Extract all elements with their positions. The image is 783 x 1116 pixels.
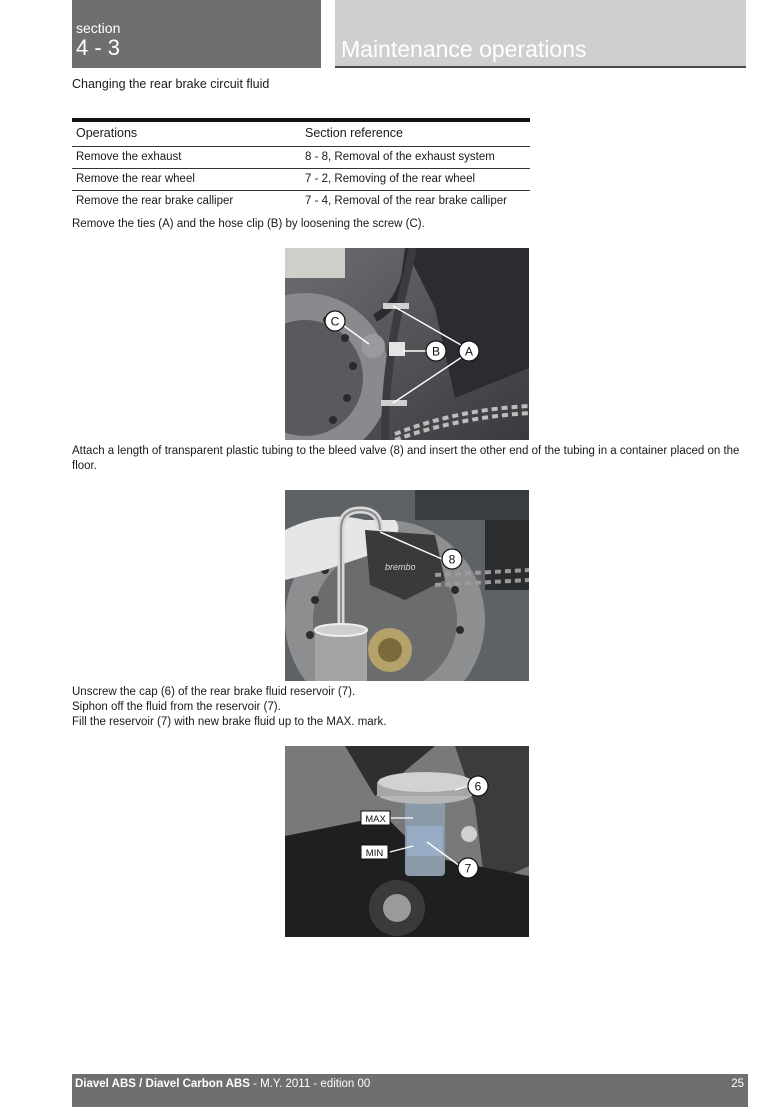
callout-b <box>426 341 446 361</box>
page-footer <box>72 1074 748 1107</box>
svg-text:8: 8 <box>448 552 456 567</box>
column-header: Operations <box>72 120 301 146</box>
table-row <box>72 190 530 212</box>
callout-a <box>459 341 479 361</box>
table-header-row <box>72 120 530 146</box>
max-label <box>361 811 390 825</box>
model-name: Diavel ABS / Diavel Carbon ABS <box>75 1078 250 1090</box>
callout-7 <box>458 858 478 878</box>
step-instruction-3c: Fill the reservoir (7) with new brake fluid up to the MAX. mark. <box>72 716 387 728</box>
reference-cell: 8 - 8, Removal of the exhaust system <box>301 146 530 168</box>
page-number: 25 <box>731 1078 744 1090</box>
operation-cell: Remove the rear brake calliper <box>76 194 234 207</box>
reference-cell: 7 - 2, Removing of the rear wheel <box>301 168 530 190</box>
svg-text:C: C <box>330 314 340 329</box>
operations-table <box>72 118 530 212</box>
min-label <box>361 845 388 859</box>
photo-reservoir <box>285 746 529 937</box>
reference-cell: 7 - 4, Removal of the rear brake calliper <box>305 194 507 207</box>
svg-text:MIN: MIN <box>365 848 384 859</box>
photo-hose-ties <box>285 248 529 440</box>
svg-text:MAX: MAX <box>365 814 386 825</box>
svg-text:brembo: brembo <box>385 562 416 572</box>
table-row <box>72 168 530 190</box>
operation-cell: Remove the exhaust <box>72 146 301 168</box>
table-row <box>72 146 530 168</box>
svg-text:6: 6 <box>474 779 482 794</box>
callout-8 <box>442 549 462 569</box>
section-label: section <box>76 20 121 36</box>
photo-bleed-valve <box>285 490 529 681</box>
step-instruction-3a: Unscrew the cap (6) of the rear brake fluid reservoir (7). <box>72 686 356 698</box>
chapter-header <box>335 0 746 68</box>
svg-text:B: B <box>431 344 441 359</box>
edition-text: - M.Y. 2011 - edition 00 <box>249 1078 371 1090</box>
step-instruction-1: Remove the ties (A) and the hose clip (B) by loosening the screw (C). <box>72 218 425 230</box>
callout-c <box>325 311 345 331</box>
chapter-title: Maintenance operations <box>341 36 587 62</box>
step-instruction-3b: Siphon off the fluid from the reservoir (7). <box>72 701 281 713</box>
svg-text:A: A <box>464 344 474 359</box>
callout-6 <box>468 776 488 796</box>
column-header: Section reference <box>301 120 530 146</box>
footer-model <box>75 1078 370 1090</box>
step-instruction-2: Attach a length of transparent plastic tubing to the bleed valve (8) and insert the other end of the tubing in a container placed on the floor. <box>72 445 740 472</box>
svg-text:7: 7 <box>464 861 472 876</box>
page-heading: Changing the rear brake circuit fluid <box>72 77 270 91</box>
section-number: 4 - 3 <box>76 35 121 60</box>
section-header <box>72 0 321 68</box>
operation-cell: Remove the rear wheel <box>72 168 301 190</box>
